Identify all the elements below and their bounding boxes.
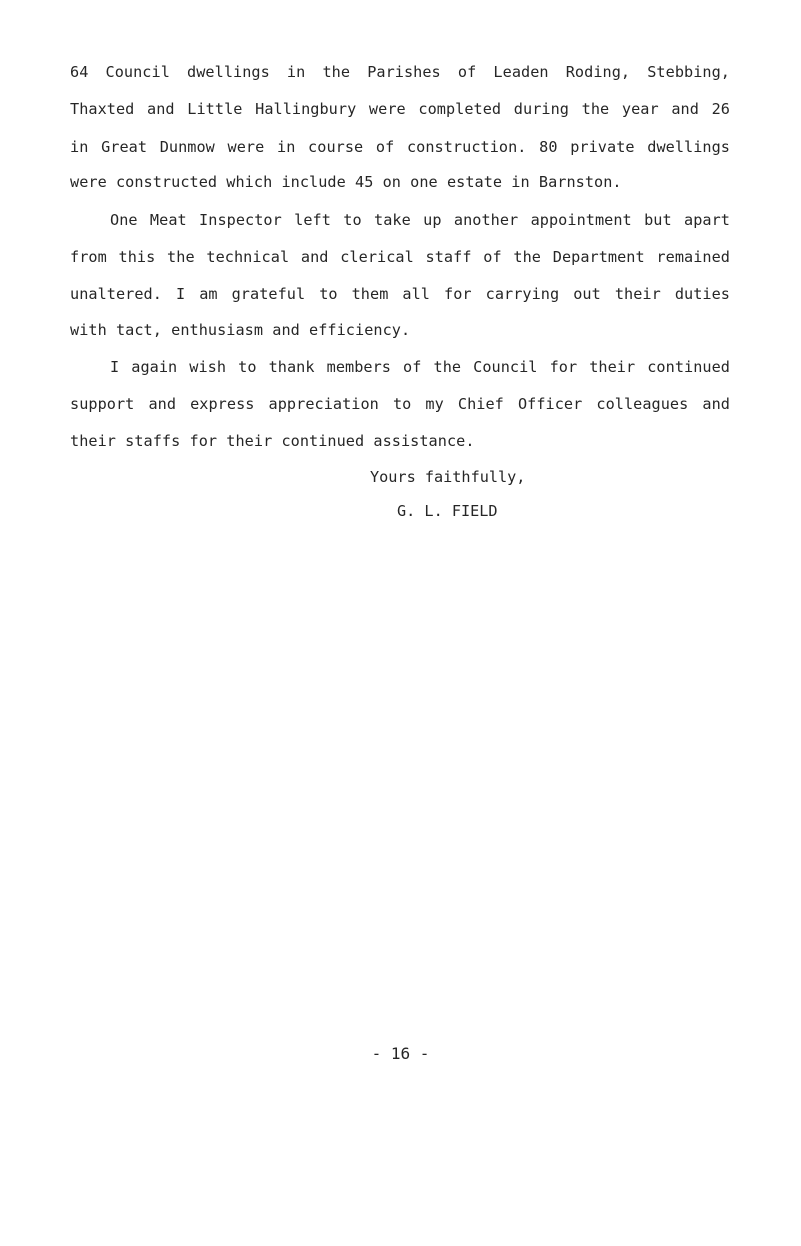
closing-text: Yours faithfully,	[370, 468, 526, 486]
paragraph-2-line-2: from this the technical and clerical staff of the Department remained	[70, 248, 730, 266]
signature-name: G. L. FIELD	[397, 502, 498, 520]
paragraph-3-line-1: I again wish to thank members of the Council for their continued	[110, 358, 730, 376]
paragraph-2-line-1: One Meat Inspector left to take up another appointment but apart	[110, 211, 730, 229]
paragraph-1-line-1: 64 Council dwellings in the Parishes of Leaden Roding, Stebbing,	[70, 63, 730, 81]
paragraph-1-line-4: were constructed which include 45 on one estate in Barnston.	[70, 173, 622, 191]
paragraph-2-line-4: with tact, enthusiasm and efficiency.	[70, 321, 411, 339]
page-number: - 16 -	[371, 1044, 430, 1063]
paragraph-2-line-3: unaltered. I am grateful to them all for carrying out their duties	[70, 285, 730, 303]
paragraph-1-line-3: in Great Dunmow were in course of construction. 80 private dwellings	[70, 138, 730, 156]
paragraph-1-line-2: Thaxted and Little Hallingbury were completed during the year and 26	[70, 100, 730, 118]
paragraph-3-line-2: support and express appreciation to my Chief Officer colleagues and	[70, 395, 730, 413]
paragraph-3-line-3: their staffs for their continued assistance.	[70, 432, 475, 450]
